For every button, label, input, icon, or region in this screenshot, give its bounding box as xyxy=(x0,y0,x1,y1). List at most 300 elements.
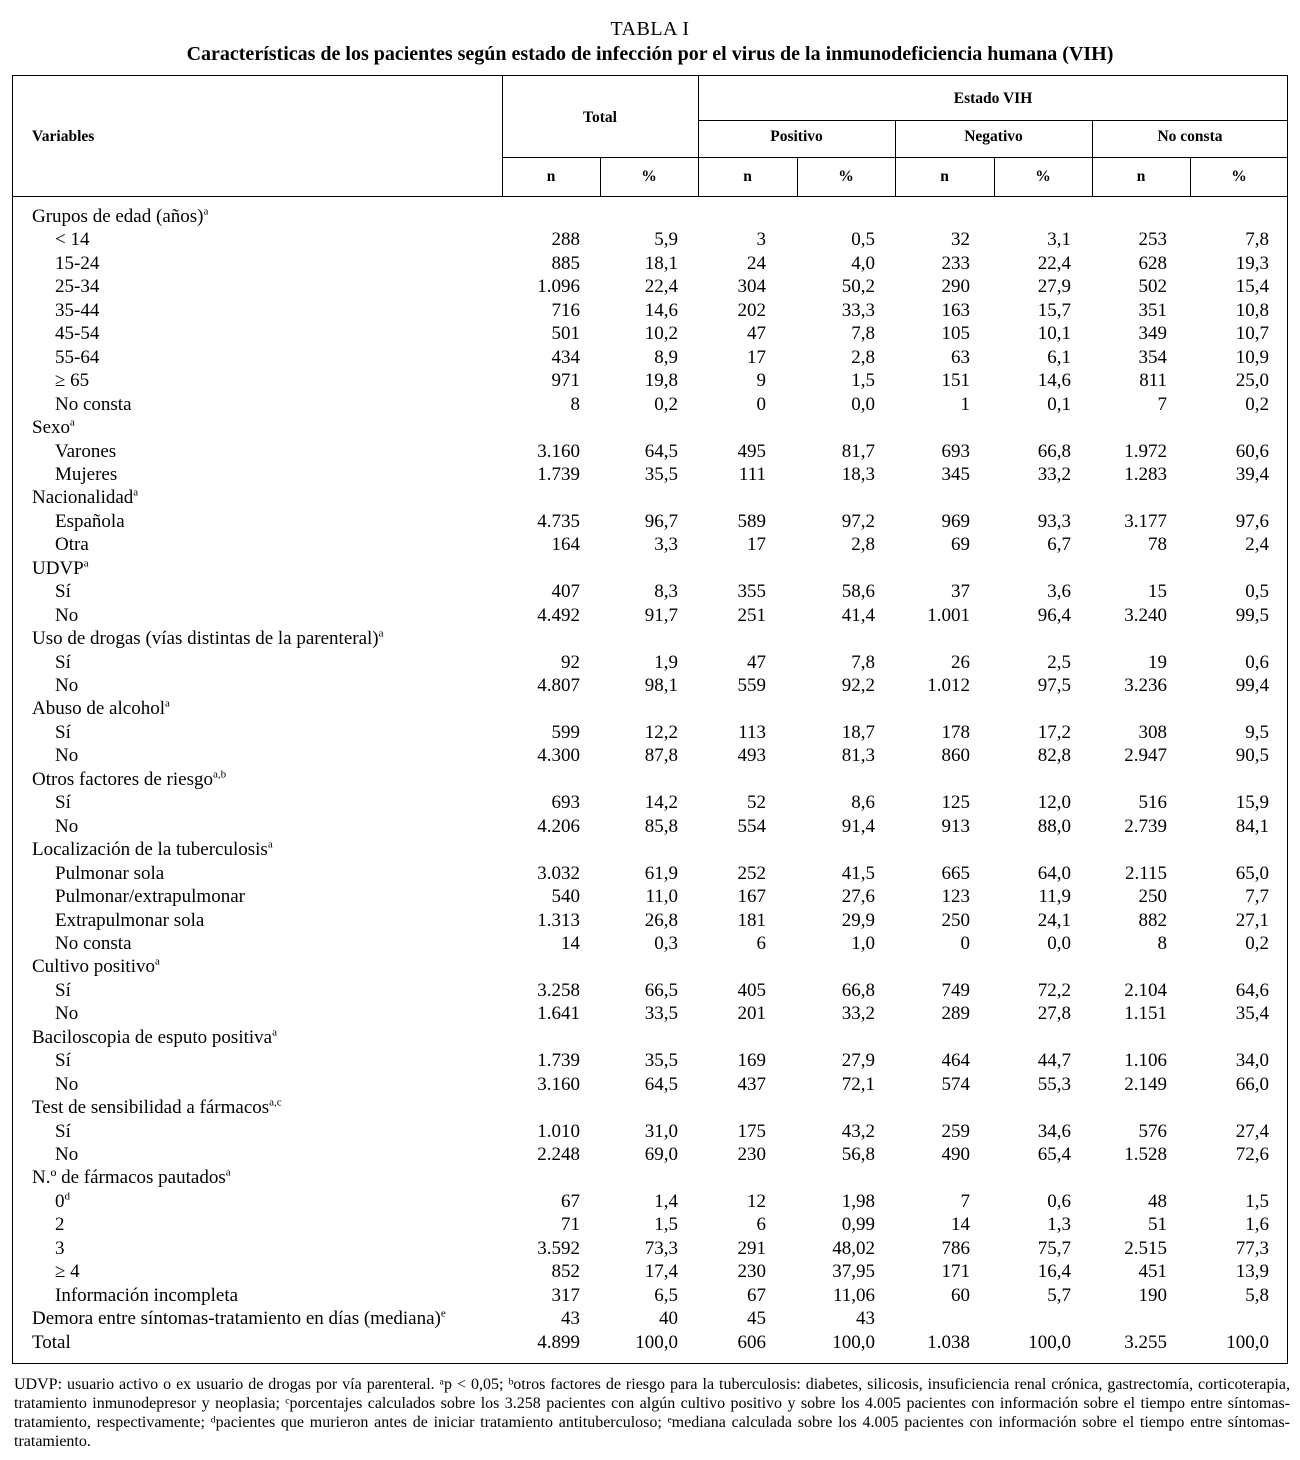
row-label xyxy=(55,651,71,674)
cell-noconsta-n: 1.972 xyxy=(1124,440,1167,462)
cell-noconsta-pct: 7,8 xyxy=(1245,229,1269,251)
cell-total-n: 288 xyxy=(551,229,580,251)
cell-negativo-pct: 82,8 xyxy=(1037,745,1071,767)
row-label-text: Sí xyxy=(55,792,71,814)
cell-noconsta-pct: 65,0 xyxy=(1235,862,1269,884)
row-label-superscript: e xyxy=(440,1307,446,1320)
cell-negativo-n: 171 xyxy=(941,1261,970,1283)
cell-positivo-n: 6 xyxy=(756,932,766,954)
cell-noconsta-n: 2.149 xyxy=(1124,1073,1167,1095)
cell-noconsta-pct: 90,5 xyxy=(1235,745,1269,767)
cell-negativo-n: 259 xyxy=(941,1120,970,1142)
cell-noconsta-n: 349 xyxy=(1138,323,1167,345)
cell-noconsta-n: 811 xyxy=(1139,370,1167,392)
cell-noconsta-pct: 10,8 xyxy=(1235,299,1269,321)
cell-positivo-n: 181 xyxy=(737,909,766,931)
cell-total-pct: 1,9 xyxy=(654,651,678,673)
cell-noconsta-pct: 66,0 xyxy=(1235,1073,1269,1095)
row-label xyxy=(55,393,132,416)
row-label-text: Sí xyxy=(55,979,71,1001)
cell-positivo-pct: 43,2 xyxy=(841,1120,875,1142)
cell-total-pct: 8,3 xyxy=(654,581,678,603)
cell-noconsta-n: 8 xyxy=(1157,932,1167,954)
cell-total-pct: 87,8 xyxy=(644,745,678,767)
cell-noconsta-n: 576 xyxy=(1138,1120,1167,1142)
cell-negativo-n: 163 xyxy=(941,299,970,321)
cell-negativo-n: 69 xyxy=(951,534,970,556)
row-label xyxy=(55,510,125,533)
cell-negativo-pct: 34,6 xyxy=(1037,1120,1071,1142)
cell-positivo-n: 606 xyxy=(737,1331,766,1353)
cell-noconsta-pct: 27,4 xyxy=(1235,1120,1269,1142)
header-no-consta: No consta xyxy=(1157,128,1223,145)
row-label xyxy=(32,1331,71,1354)
cell-total-n: 2.248 xyxy=(537,1144,580,1165)
cell-total-n: 971 xyxy=(551,370,580,392)
cell-noconsta-pct: 99,5 xyxy=(1235,604,1269,626)
cell-positivo-pct: 56,8 xyxy=(841,1144,875,1165)
cell-noconsta-pct: 1,5 xyxy=(1245,1190,1269,1212)
cell-total-n: 4.492 xyxy=(537,604,580,626)
cell-total-pct: 0,2 xyxy=(654,393,678,415)
cell-positivo-pct: 91,4 xyxy=(841,815,875,837)
header-positivo-pct: % xyxy=(838,168,854,185)
cell-noconsta-pct: 10,9 xyxy=(1235,346,1269,368)
cell-noconsta-n: 190 xyxy=(1138,1284,1167,1306)
cell-negativo-pct: 17,2 xyxy=(1037,721,1071,743)
cell-noconsta-n: 3.255 xyxy=(1124,1331,1167,1353)
row-label xyxy=(55,862,164,885)
row-label-text: Pulmonar sola xyxy=(55,862,165,884)
cell-noconsta-pct: 34,0 xyxy=(1235,1050,1269,1072)
header-negativo-n: n xyxy=(940,168,949,185)
cell-positivo-n: 291 xyxy=(737,1237,766,1259)
row-label-superscript: a xyxy=(203,205,209,218)
cell-noconsta-n: 3.177 xyxy=(1124,510,1167,532)
cell-negativo-n: 233 xyxy=(941,252,970,274)
cell-positivo-n: 6 xyxy=(756,1214,766,1236)
cell-total-pct: 66,5 xyxy=(644,979,678,1001)
cell-positivo-n: 45 xyxy=(747,1308,766,1330)
header-variables: Variables xyxy=(32,128,95,145)
cell-negativo-n: 125 xyxy=(941,792,970,814)
cell-positivo-n: 589 xyxy=(737,510,766,532)
cell-total-n: 599 xyxy=(551,721,580,743)
cell-positivo-pct: 92,2 xyxy=(841,675,875,696)
cell-positivo-n: 47 xyxy=(747,651,766,673)
cell-positivo-pct: 11,06 xyxy=(832,1284,875,1306)
cell-positivo-n: 252 xyxy=(737,862,766,884)
cell-positivo-n: 169 xyxy=(737,1050,766,1072)
cell-total-pct: 73,3 xyxy=(644,1237,678,1259)
row-label-text: 35-44 xyxy=(55,299,100,321)
cell-noconsta-n: 19 xyxy=(1148,651,1167,673)
row-label-superscript: a xyxy=(155,956,160,969)
cell-negativo-n: 1.012 xyxy=(927,675,970,696)
row-label xyxy=(55,299,99,322)
cell-total-pct: 14,2 xyxy=(644,792,678,814)
cell-total-n: 434 xyxy=(551,346,580,368)
cell-positivo-n: 355 xyxy=(737,581,766,603)
table-label: TABLA I xyxy=(610,18,690,40)
row-label-text: Sí xyxy=(55,1120,71,1142)
row-label-text: 45-54 xyxy=(55,323,100,345)
cell-negativo-n: 290 xyxy=(941,276,970,298)
row-label-text: Española xyxy=(55,510,125,532)
row-label-text: Cultivo positivo xyxy=(32,956,155,978)
cell-total-n: 3.160 xyxy=(537,440,580,462)
row-label xyxy=(55,1049,71,1072)
row-label-text: No consta xyxy=(55,393,132,415)
cell-positivo-n: 495 xyxy=(737,440,766,462)
cell-total-n: 92 xyxy=(561,651,580,673)
row-label-text: Sí xyxy=(55,651,71,673)
cell-positivo-pct: 100,0 xyxy=(832,1331,875,1353)
cell-noconsta-n: 308 xyxy=(1138,721,1167,743)
cell-positivo-n: 405 xyxy=(737,979,766,1001)
cell-noconsta-pct: 77,3 xyxy=(1235,1237,1269,1259)
cell-total-pct: 35,5 xyxy=(644,1050,678,1072)
cell-noconsta-n: 250 xyxy=(1138,886,1167,908)
row-label-text: No xyxy=(55,604,79,626)
cell-total-n: 501 xyxy=(551,323,580,345)
cell-total-pct: 40 xyxy=(659,1308,678,1330)
cell-noconsta-n: 15 xyxy=(1148,581,1167,603)
cell-positivo-n: 167 xyxy=(737,886,766,908)
row-label-text: 55-64 xyxy=(55,346,100,368)
cell-noconsta-n: 1.151 xyxy=(1124,1003,1167,1025)
row-label xyxy=(55,815,78,838)
row-label-text: No xyxy=(55,815,79,837)
cell-positivo-pct: 29,9 xyxy=(841,909,875,931)
cell-negativo-n: 26 xyxy=(951,651,970,673)
cell-negativo-n: 7 xyxy=(960,1190,970,1212)
cell-negativo-pct: 22,4 xyxy=(1037,252,1071,274)
row-label xyxy=(55,346,99,369)
cell-positivo-n: 67 xyxy=(747,1284,766,1306)
header-rule-bottom xyxy=(12,196,1288,197)
row-label-superscript: a xyxy=(267,838,273,851)
row-label xyxy=(55,932,132,955)
row-label-superscript: a xyxy=(272,1026,277,1039)
cell-total-pct: 17,4 xyxy=(644,1261,678,1283)
row-label xyxy=(55,979,71,1002)
cell-total-pct: 11,0 xyxy=(645,886,678,908)
row-label-text: Pulmonar/extrapulmonar xyxy=(55,886,245,908)
header-noconsta-n: n xyxy=(1136,168,1146,185)
cell-positivo-n: 175 xyxy=(737,1120,766,1142)
row-label-text: UDVP xyxy=(32,557,84,579)
cell-negativo-n: 63 xyxy=(951,346,970,368)
cell-total-n: 43 xyxy=(561,1308,580,1330)
header-rule-estado xyxy=(698,120,1288,121)
cell-positivo-pct: 1,5 xyxy=(851,370,875,392)
cell-total-n: 1.739 xyxy=(537,1050,580,1072)
cell-total-pct: 19,8 xyxy=(644,370,678,392)
row-label-text: Otros factores de riesgo xyxy=(32,768,213,790)
row-label xyxy=(55,674,78,697)
cell-total-pct: 1,4 xyxy=(654,1190,678,1212)
cell-negativo-pct: 2,5 xyxy=(1047,651,1071,673)
cell-total-pct: 12,2 xyxy=(644,721,678,743)
cell-total-n: 1.313 xyxy=(537,909,580,931)
row-label-text: Localización de la tuberculosis xyxy=(32,839,268,861)
cell-total-n: 1.010 xyxy=(537,1120,580,1142)
cell-total-pct: 33,5 xyxy=(644,1003,678,1025)
cell-total-n: 317 xyxy=(551,1284,580,1306)
cell-negativo-pct: 24,1 xyxy=(1037,909,1071,931)
cell-total-n: 71 xyxy=(561,1214,580,1236)
cell-negativo-n: 786 xyxy=(941,1237,970,1259)
row-label xyxy=(55,463,117,486)
row-group-label xyxy=(32,955,160,978)
cell-total-n: 4.735 xyxy=(537,510,580,532)
cell-negativo-pct: 0,6 xyxy=(1047,1190,1071,1212)
row-label xyxy=(55,228,89,251)
cell-negativo-pct: 100,0 xyxy=(1028,1331,1071,1353)
cell-positivo-pct: 27,6 xyxy=(841,886,875,908)
cell-total-n: 4.807 xyxy=(537,675,580,696)
cell-total-n: 3.258 xyxy=(537,979,580,1001)
cell-positivo-pct: 8,6 xyxy=(851,792,875,814)
cell-noconsta-pct: 60,6 xyxy=(1235,440,1269,462)
row-group-label xyxy=(32,768,226,791)
cell-total-n: 1.739 xyxy=(537,463,580,485)
row-label xyxy=(55,909,204,932)
cell-positivo-n: 3 xyxy=(756,229,766,251)
cell-total-pct: 64,5 xyxy=(644,440,678,462)
cell-total-n: 164 xyxy=(551,534,580,556)
row-label xyxy=(55,604,78,627)
cell-noconsta-pct: 13,9 xyxy=(1235,1261,1269,1283)
cell-negativo-pct: 66,8 xyxy=(1037,440,1071,462)
header-negativo-pct: % xyxy=(1035,168,1051,185)
cell-noconsta-pct: 0,6 xyxy=(1245,651,1269,673)
row-label-text: Mujeres xyxy=(55,463,118,485)
cell-negativo-pct: 88,0 xyxy=(1037,815,1071,837)
header-negativo: Negativo xyxy=(964,128,1023,145)
cell-positivo-n: 12 xyxy=(747,1190,766,1212)
cell-total-n: 540 xyxy=(551,886,580,908)
cell-negativo-n: 490 xyxy=(941,1144,970,1165)
cell-noconsta-pct: 72,6 xyxy=(1235,1144,1269,1165)
row-label xyxy=(55,721,71,744)
cell-noconsta-pct: 99,4 xyxy=(1235,675,1269,696)
cell-positivo-pct: 2,8 xyxy=(851,534,875,556)
row-label-text: Varones xyxy=(55,440,117,462)
row-group-label xyxy=(32,1026,277,1049)
cell-noconsta-n: 253 xyxy=(1138,229,1167,251)
cell-noconsta-pct: 2,4 xyxy=(1245,534,1269,556)
row-label xyxy=(55,744,78,767)
cell-total-n: 8 xyxy=(570,393,580,415)
cell-positivo-pct: 43 xyxy=(856,1308,875,1330)
cell-positivo-pct: 97,2 xyxy=(841,510,875,532)
cell-total-pct: 26,8 xyxy=(644,909,678,931)
cell-positivo-pct: 1,98 xyxy=(841,1190,875,1212)
cell-noconsta-n: 3.240 xyxy=(1124,604,1167,626)
cell-noconsta-n: 451 xyxy=(1138,1261,1167,1283)
cell-positivo-pct: 0,0 xyxy=(851,393,875,415)
cell-noconsta-n: 48 xyxy=(1148,1190,1167,1212)
cell-positivo-pct: 33,3 xyxy=(841,299,875,321)
cell-noconsta-pct: 0,2 xyxy=(1245,932,1269,954)
cell-positivo-n: 251 xyxy=(737,604,766,626)
cell-noconsta-pct: 100,0 xyxy=(1226,1331,1269,1353)
row-label-superscript: a,c xyxy=(269,1096,282,1109)
cell-noconsta-pct: 64,6 xyxy=(1235,979,1269,1001)
table-title: Características de los pacientes según estado de infección por el virus de la inmunodeficiencia humana (VIH) xyxy=(186,43,1114,65)
row-label-superscript: a xyxy=(133,487,139,500)
row-label-text: Otra xyxy=(55,534,89,556)
cell-positivo-pct: 0,99 xyxy=(841,1214,875,1236)
cell-noconsta-pct: 1,6 xyxy=(1245,1214,1269,1236)
row-label-superscript: a xyxy=(83,557,89,570)
cell-positivo-pct: 2,8 xyxy=(851,346,875,368)
cell-negativo-pct: 12,0 xyxy=(1037,792,1071,814)
row-label-superscript: a xyxy=(164,698,170,711)
row-label-text: Extrapulmonar sola xyxy=(55,909,205,931)
cell-total-n: 716 xyxy=(551,299,580,321)
cell-noconsta-pct: 97,6 xyxy=(1235,510,1269,532)
cell-total-n: 4.206 xyxy=(537,815,580,837)
cell-negativo-n: 1 xyxy=(960,393,970,415)
row-label-text: Sexo xyxy=(32,417,70,439)
row-label-text: Test de sensibilidad a fármacos xyxy=(32,1097,270,1119)
cell-total-pct: 61,9 xyxy=(644,862,678,884)
cell-negativo-pct: 72,2 xyxy=(1037,979,1071,1001)
cell-positivo-n: 52 xyxy=(747,792,766,814)
cell-negativo-n: 60 xyxy=(951,1284,970,1306)
row-label xyxy=(55,440,116,463)
row-label-text: ≥ 4 xyxy=(55,1261,80,1283)
cell-total-pct: 8,9 xyxy=(654,346,678,368)
cell-negativo-n: 693 xyxy=(941,440,970,462)
cell-total-pct: 0,3 xyxy=(654,932,678,954)
cell-positivo-pct: 18,7 xyxy=(841,721,875,743)
cell-negativo-pct: 5,7 xyxy=(1047,1284,1071,1306)
cell-total-n: 3.592 xyxy=(537,1237,580,1259)
cell-positivo-pct: 37,95 xyxy=(832,1261,875,1283)
cell-total-pct: 6,5 xyxy=(654,1284,678,1306)
cell-negativo-n: 913 xyxy=(941,815,970,837)
cell-noconsta-n: 1.283 xyxy=(1124,463,1167,485)
cell-negativo-pct: 6,7 xyxy=(1047,534,1071,556)
cell-positivo-pct: 50,2 xyxy=(841,276,875,298)
cell-positivo-pct: 58,6 xyxy=(841,581,875,603)
cell-noconsta-pct: 0,5 xyxy=(1245,581,1269,603)
cell-positivo-pct: 72,1 xyxy=(841,1073,875,1095)
cell-negativo-n: 665 xyxy=(941,862,970,884)
table-footnote: UDVP: usuario activo o ex usuario de drogas por vía parenteral. ᵃp < 0,05; ᵇotros factores de riesgo para la tuberculosis: diabetes, silicosis, insuficiencia renal crónica, gastrectomía, corticoterapia, tratamiento inmunodepresor y neoplasia; ᶜporcentajes calculados sobre los 3.258 pacientes con algún cultivo positivo y sobre los 4.005 pacientes con información sobre el tiempo entre síntomas-tratamiento, respectivamente; ᵈpacientes que murieron antes de iniciar tratamiento antituberculoso; ᵉmediana calculada sobre los 4.005 pacientes con información sobre el tiempo entre síntomas-tratamiento. xyxy=(14,1376,1290,1450)
cell-noconsta-n: 628 xyxy=(1138,252,1167,274)
cell-negativo-pct: 10,1 xyxy=(1037,323,1071,345)
cell-noconsta-n: 1.528 xyxy=(1124,1144,1167,1165)
row-group-label xyxy=(32,697,170,720)
header-total-n: n xyxy=(546,168,556,185)
cell-noconsta-n: 351 xyxy=(1138,299,1167,321)
cell-negativo-pct: 0,1 xyxy=(1047,393,1071,415)
row-label xyxy=(55,580,71,603)
row-group-label xyxy=(32,416,75,439)
cell-noconsta-n: 502 xyxy=(1138,276,1167,298)
row-label-text: Uso de drogas (vías distintas de la parenteral) xyxy=(32,628,379,650)
row-label-text: Total xyxy=(32,1331,71,1353)
cell-noconsta-n: 1.106 xyxy=(1124,1050,1167,1072)
cell-noconsta-pct: 84,1 xyxy=(1235,815,1269,837)
cell-total-pct: 64,5 xyxy=(644,1073,678,1095)
header-estado-vih: Estado VIH xyxy=(953,90,1033,107)
cell-total-n: 3.160 xyxy=(537,1073,580,1095)
cell-positivo-n: 559 xyxy=(737,675,766,696)
cell-noconsta-pct: 39,4 xyxy=(1235,463,1269,485)
row-label xyxy=(55,533,89,556)
row-label xyxy=(55,1120,71,1143)
cell-noconsta-pct: 25,0 xyxy=(1235,370,1269,392)
cell-negativo-pct: 55,3 xyxy=(1037,1073,1071,1095)
cell-positivo-pct: 27,9 xyxy=(841,1050,875,1072)
cell-noconsta-pct: 0,2 xyxy=(1245,393,1269,415)
row-label-text: No consta xyxy=(55,932,132,954)
cell-negativo-pct: 6,1 xyxy=(1047,346,1071,368)
cell-negativo-pct: 96,4 xyxy=(1037,604,1071,626)
cell-total-n: 67 xyxy=(561,1190,580,1212)
row-label-text: 15-24 xyxy=(55,252,100,274)
cell-noconsta-n: 354 xyxy=(1138,346,1167,368)
cell-positivo-pct: 0,5 xyxy=(851,229,875,251)
cell-positivo-n: 111 xyxy=(738,463,766,485)
cell-negativo-pct: 15,7 xyxy=(1037,299,1071,321)
cell-positivo-n: 437 xyxy=(737,1073,766,1095)
cell-positivo-n: 113 xyxy=(738,721,766,743)
cell-total-pct: 85,8 xyxy=(644,815,678,837)
cell-positivo-pct: 81,7 xyxy=(841,440,875,462)
cell-noconsta-n: 78 xyxy=(1148,534,1167,556)
cell-negativo-pct: 1,3 xyxy=(1047,1214,1071,1236)
cell-total-pct: 10,2 xyxy=(644,323,678,345)
row-label-text: Sí xyxy=(55,1050,71,1072)
cell-positivo-pct: 48,02 xyxy=(832,1237,875,1259)
row-group-label xyxy=(32,557,89,580)
row-label xyxy=(55,275,99,298)
cell-noconsta-n: 51 xyxy=(1148,1214,1167,1236)
cell-positivo-pct: 81,3 xyxy=(841,745,875,767)
cell-total-pct: 14,6 xyxy=(644,299,678,321)
cell-noconsta-pct: 19,3 xyxy=(1235,252,1269,274)
cell-positivo-n: 230 xyxy=(737,1144,766,1165)
cell-negativo-n: 123 xyxy=(941,886,970,908)
cell-negativo-n: 574 xyxy=(941,1073,970,1095)
row-label-text: < 14 xyxy=(55,229,90,251)
cell-negativo-n: 345 xyxy=(941,463,970,485)
cell-noconsta-n: 2.515 xyxy=(1124,1237,1167,1259)
cell-negativo-pct: 44,7 xyxy=(1037,1050,1071,1072)
row-group-label xyxy=(32,205,208,228)
row-label xyxy=(55,1002,78,1025)
row-label-superscript: a xyxy=(70,416,75,429)
cell-total-n: 3.032 xyxy=(537,862,580,884)
row-label-text: Sí xyxy=(55,581,71,603)
cell-total-pct: 1,5 xyxy=(654,1214,678,1236)
cell-positivo-pct: 33,2 xyxy=(841,1003,875,1025)
row-label-superscript: a xyxy=(225,1167,231,1180)
cell-noconsta-pct: 35,4 xyxy=(1235,1003,1269,1025)
cell-positivo-n: 17 xyxy=(747,534,766,556)
cell-noconsta-n: 516 xyxy=(1138,792,1167,814)
cell-noconsta-pct: 9,5 xyxy=(1245,721,1269,743)
cell-total-n: 852 xyxy=(551,1261,580,1283)
cell-total-pct: 31,0 xyxy=(644,1120,678,1142)
